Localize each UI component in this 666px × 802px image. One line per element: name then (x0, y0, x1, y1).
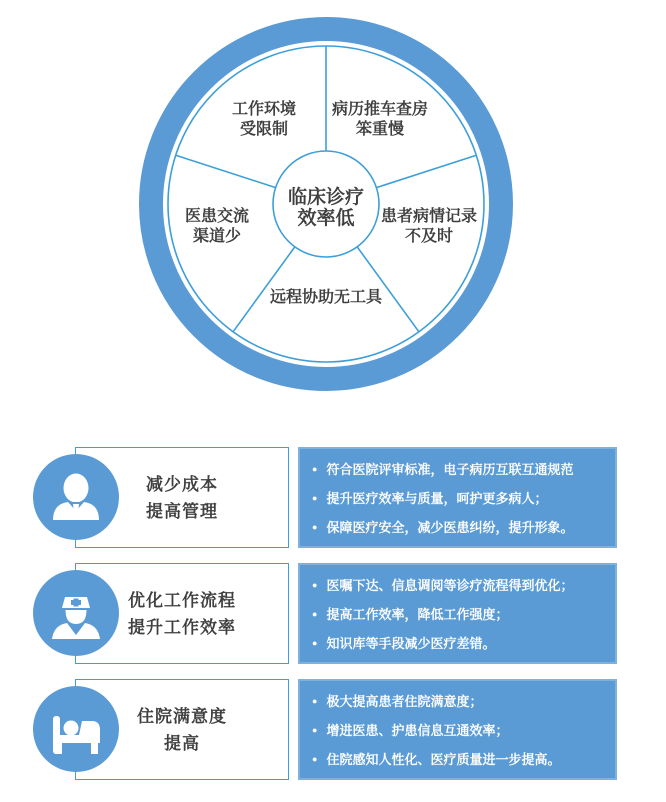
user-icon-graphic (33, 454, 119, 540)
bullet-item (312, 686, 607, 715)
segment-label-line: 笨重慢 (355, 121, 405, 138)
segment-label-line: 患者病情记录 (380, 208, 478, 225)
bullet-text: 符合医院评审标准，电子病历互联互通规范 (326, 462, 574, 477)
segment-label-line: 病历推车查房 (331, 101, 429, 118)
user-icon (33, 454, 119, 540)
bullet-item (312, 454, 607, 483)
bullet-text: 极大提高患者住院满意度； (326, 694, 483, 709)
bullet-dot-icon: ● (312, 579, 318, 590)
bullet-dot-icon: ● (312, 695, 318, 706)
bullet-text: 提升医疗效率与质量，呵护更多病人； (326, 491, 548, 506)
bullet-dot-icon: ● (312, 492, 318, 503)
bed-icon-graphic (33, 686, 119, 772)
segment-label-line: 医患交流 (184, 208, 250, 225)
wheel-segment-label-doctor-patient-comm (185, 207, 249, 247)
benefit-title-line: 提升工作效率 (128, 617, 236, 637)
bullet-text: 保障医疗安全，减少医患纠纷，提升形象。 (326, 520, 574, 535)
bullet-text: 增进医患、护患信息互通效率； (326, 723, 509, 738)
benefit-title-line: 提高 (164, 733, 200, 753)
benefit-title-line: 减少成本 (146, 474, 218, 494)
hub-label-line: 效率低 (297, 208, 355, 229)
bullet-text: 医嘱下达、信息调阅等诊疗流程得到优化； (326, 578, 574, 593)
bullet-item (312, 628, 607, 657)
wheel-segment-label-patient-records (381, 207, 477, 247)
bullet-text: 知识库等手段减少医疗差错。 (326, 636, 496, 651)
bullet-dot-icon: ● (312, 463, 318, 474)
benefit-row-workflow (33, 563, 617, 664)
nurse-icon (33, 570, 119, 656)
benefit-detail-box (298, 563, 617, 664)
bullet-item (312, 599, 607, 628)
segment-label-line: 受限制 (239, 121, 289, 138)
bullet-text: 提高工作效率，降低工作强度； (326, 607, 509, 622)
segment-label-line: 渠道少 (192, 228, 242, 245)
segment-label-line: 工作环境 (231, 101, 297, 118)
benefit-title-line: 优化工作流程 (128, 590, 236, 610)
bullet-item (312, 715, 607, 744)
bullet-dot-icon: ● (312, 608, 318, 619)
wheel-hub-label (288, 187, 364, 229)
bullet-dot-icon: ● (312, 753, 318, 764)
bullet-item (312, 483, 607, 512)
benefit-detail-box (298, 447, 617, 548)
bullet-dot-icon: ● (312, 521, 318, 532)
bullet-item (312, 744, 607, 773)
bullet-item (312, 512, 607, 541)
benefit-title-line: 住院满意度 (137, 706, 227, 726)
bullet-dot-icon: ● (312, 724, 318, 735)
wheel-segment-label-remote-assist (270, 288, 382, 308)
hub-label-line: 临床诊疗 (287, 187, 365, 208)
bullet-dot-icon: ● (312, 637, 318, 648)
bullet-text: 住院感知人性化、医疗质量进一步提高。 (326, 752, 561, 767)
segment-label-line: 远程协助无工具 (269, 289, 383, 306)
bullet-item (312, 570, 607, 599)
segment-label-line: 不及时 (404, 228, 454, 245)
nurse-icon-graphic (33, 570, 119, 656)
wheel-segment-label-work-environment (232, 100, 296, 140)
bed-icon (33, 686, 119, 772)
benefit-detail-box (298, 679, 617, 780)
benefit-title-line: 提高管理 (146, 501, 218, 521)
benefit-row-cost (33, 447, 617, 548)
benefit-row-satisfaction (33, 679, 617, 780)
wheel-segment-label-record-cart-rounds (332, 100, 428, 140)
